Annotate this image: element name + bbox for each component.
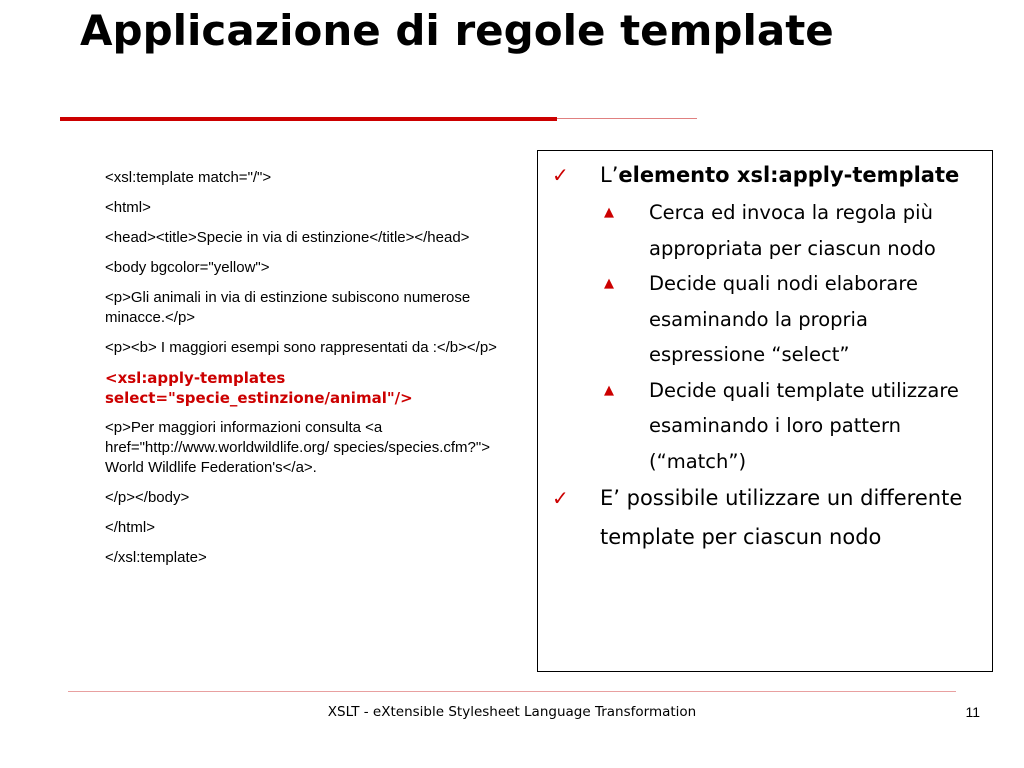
bullet-different-template: [538, 479, 992, 557]
check-icon: ✓: [552, 163, 569, 187]
sub-bullet-text: Decide quali template utilizzare esaminando i loro pattern (“match”): [649, 378, 959, 473]
triangle-icon: ▲: [604, 205, 614, 220]
code-line-paragraph-examples: <p><b> I maggiori esempi sono rappresentati da :</b></p>: [105, 339, 497, 356]
code-line-head: <head><title>Specie in via di estinzione</title></head>: [105, 229, 470, 246]
sub-bullet-invoke-rule: [538, 195, 992, 266]
bullet-different-template-text: E’ possibile utilizzare un differente template per ciascun nodo: [600, 486, 963, 549]
triangle-icon: ▲: [604, 382, 614, 398]
sub-bullet-text: Cerca ed invoca la regola più appropriata per ciascun nodo: [649, 201, 936, 260]
page-number: 11: [965, 704, 980, 720]
code-example: [105, 168, 517, 578]
code-line-template-open: <xsl:template match="/">: [105, 169, 272, 186]
code-line-paragraph-info: <p>Per maggiori informazioni consulta <a href="http://www.worldwildlife.org/ species/species.cfm?"> World Wildlife Federation's</a>.: [105, 419, 490, 476]
title-underline-thin: [557, 118, 697, 119]
code-line-html-close: </html>: [105, 519, 156, 536]
triangle-icon: ▲: [604, 276, 614, 291]
title-underline-thick: [60, 117, 557, 121]
sub-bullet-choose-template: [538, 373, 992, 480]
bullet-apply-template: [538, 156, 992, 195]
code-line-apply-templates: <xsl:apply-templates select="specie_estinzione/animal"/>: [105, 369, 413, 407]
footer-divider: [68, 691, 956, 692]
code-line-html-open: <html>: [105, 199, 151, 216]
bullet-apply-template-text: elemento xsl:apply-template: [618, 163, 960, 187]
code-line-body-close: </p></body>: [105, 489, 190, 506]
sub-bullet-select-nodes: [538, 266, 992, 373]
slide-title: Applicazione di regole template: [80, 6, 834, 55]
footer-text: XSLT - eXtensible Stylesheet Language Transformation: [327, 704, 697, 720]
sub-bullet-text: Decide quali nodi elaborare esaminando la propria espressione “select”: [649, 272, 918, 366]
bullet-apply-template-prefix: L’: [600, 163, 619, 187]
check-icon: ✓: [552, 486, 569, 510]
code-line-template-close: </xsl:template>: [105, 549, 207, 566]
code-line-paragraph-threats: <p>Gli animali in via di estinzione subiscono numerose minacce.</p>: [105, 289, 471, 326]
bullet-panel: [537, 150, 993, 672]
code-line-body-open: <body bgcolor="yellow">: [105, 259, 270, 276]
